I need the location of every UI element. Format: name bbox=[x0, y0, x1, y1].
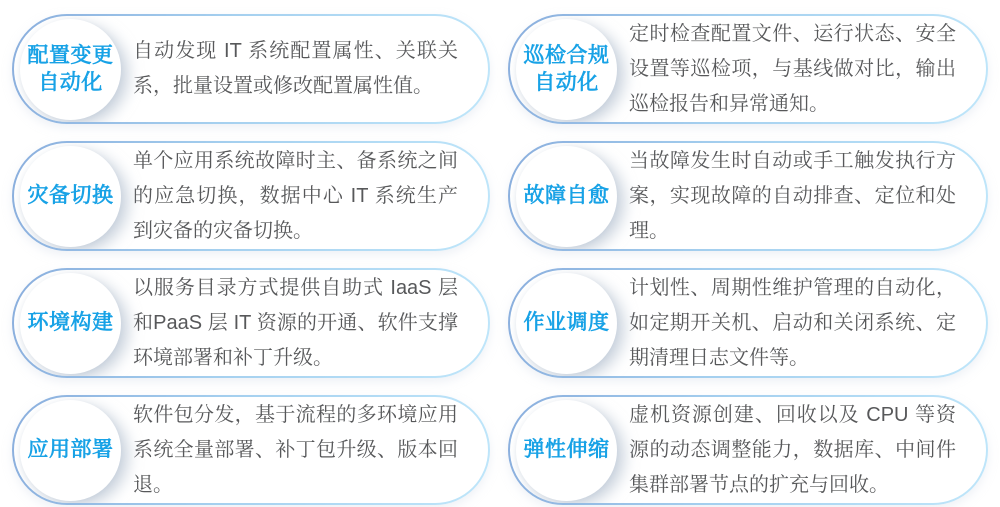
feature-label bbox=[28, 309, 114, 336]
feature-badge bbox=[20, 273, 121, 374]
feature-description: 软件包分发，基于流程的多环境应用系统全量部署、补丁包升级、版本回退。 bbox=[133, 403, 458, 496]
feature-label-line: 应用部署 bbox=[27, 438, 114, 462]
feature-card-elastic-scaling bbox=[508, 395, 988, 505]
feature-card-body bbox=[510, 143, 986, 249]
feature-badge bbox=[516, 400, 617, 501]
feature-card-body bbox=[510, 397, 986, 503]
feature-label bbox=[524, 42, 610, 97]
feature-card-environment-build bbox=[12, 268, 490, 378]
feature-card-body bbox=[14, 270, 488, 376]
feature-label-line: 灾备切换 bbox=[27, 184, 114, 208]
feature-description: 自动发现 IT 系统配置属性、关联关系，批量设置或修改配置属性值。 bbox=[133, 40, 458, 97]
feature-card-app-deployment bbox=[12, 395, 490, 505]
feature-description: 当故障发生时自动或手工触发执行方案，实现故障的自动排查、定位和处理。 bbox=[629, 149, 956, 242]
feature-description: 虚机资源创建、回收以及 CPU 等资源的动态调整能力，数据库、中间件集群部署节点的扩充与回收。 bbox=[629, 403, 956, 496]
feature-description: 单个应用系统故障时主、备系统之间的应急切换，数据中心 IT 系统生产到灾备的灾备切换。 bbox=[133, 149, 458, 242]
feature-label-line: 故障自愈 bbox=[523, 184, 610, 208]
feature-card-inspection-compliance-automation bbox=[508, 14, 988, 124]
feature-card-body bbox=[510, 270, 986, 376]
feature-label-line: 自动化 bbox=[38, 71, 103, 94]
feature-label bbox=[28, 182, 114, 209]
feature-card-body bbox=[510, 16, 986, 122]
features-grid bbox=[12, 14, 988, 505]
feature-card-config-change-automation bbox=[12, 14, 490, 124]
feature-badge bbox=[516, 19, 617, 120]
feature-label bbox=[524, 182, 610, 209]
feature-card-body bbox=[14, 16, 488, 122]
feature-label bbox=[524, 436, 610, 463]
feature-label-line: 巡检合规 bbox=[523, 43, 610, 67]
feature-description: 定时检查配置文件、运行状态、安全设置等巡检项，与基线做对比，输出巡检报告和异常通知。 bbox=[629, 22, 956, 115]
feature-label-line: 自动化 bbox=[534, 71, 599, 94]
feature-label-line: 配置变更 bbox=[27, 43, 114, 67]
feature-badge bbox=[20, 146, 121, 247]
feature-badge bbox=[20, 19, 121, 120]
feature-label-line: 环境构建 bbox=[27, 311, 114, 335]
feature-card-job-scheduling bbox=[508, 268, 988, 378]
feature-badge bbox=[516, 273, 617, 374]
feature-label-line: 作业调度 bbox=[523, 311, 610, 335]
feature-label-line: 弹性伸缩 bbox=[523, 438, 610, 462]
feature-label bbox=[524, 309, 610, 336]
feature-badge bbox=[20, 400, 121, 501]
feature-card-fault-self-healing bbox=[508, 141, 988, 251]
feature-card-disaster-recovery-switch bbox=[12, 141, 490, 251]
feature-description: 计划性、周期性维护管理的自动化，如定期开关机、启动和关闭系统、定期清理日志文件等。 bbox=[629, 276, 956, 369]
feature-card-body bbox=[14, 143, 488, 249]
feature-label bbox=[28, 42, 114, 97]
feature-label bbox=[28, 436, 114, 463]
feature-badge bbox=[516, 146, 617, 247]
feature-description: 以服务目录方式提供自助式 IaaS 层和PaaS 层 IT 资源的开通、软件支撑环境部署和补丁升级。 bbox=[133, 276, 458, 369]
feature-card-body bbox=[14, 397, 488, 503]
